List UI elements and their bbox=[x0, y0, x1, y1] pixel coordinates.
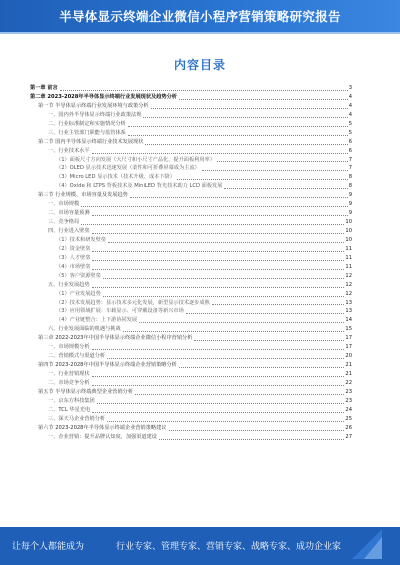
toc-entry-title: 二、行业标准制定和实施情况分析 bbox=[30, 120, 127, 129]
toc-entry-title: 一、市场规模分析 bbox=[30, 343, 91, 352]
toc-entry[interactable] bbox=[30, 307, 352, 316]
toc-entry-page: 17 bbox=[345, 335, 352, 342]
toc-leader-dots bbox=[130, 193, 348, 198]
toc-entry-title: 三、竞争格局 bbox=[30, 218, 80, 227]
toc-entry-page: 6 bbox=[348, 138, 352, 145]
toc-entry-title: （5）客户资源壁垒 bbox=[30, 272, 102, 281]
toc-entry-title: （3）Micro LED 显示技术（技术升级、成本下降） bbox=[30, 173, 176, 182]
toc-entry[interactable] bbox=[30, 173, 352, 182]
toc-entry-title: 第四节 2023-2028年中国半导体显示终端企业营销策略分析 bbox=[30, 361, 178, 370]
footer-bar bbox=[0, 527, 400, 565]
toc-leader-dots bbox=[92, 229, 345, 234]
toc-leader-dots bbox=[103, 274, 345, 279]
toc-entry[interactable] bbox=[30, 218, 352, 227]
toc-entry[interactable] bbox=[30, 281, 352, 290]
header-divider bbox=[0, 32, 400, 34]
toc-entry[interactable] bbox=[30, 245, 352, 254]
toc-entry-page: 11 bbox=[345, 254, 352, 261]
toc-entry-title: 一、行业营销现状 bbox=[30, 370, 91, 379]
toc-entry-page: 23 bbox=[345, 397, 352, 404]
toc-entry-page: 5 bbox=[348, 129, 352, 136]
toc-entry-page: 22 bbox=[345, 379, 352, 386]
toc-leader-dots bbox=[123, 327, 345, 332]
toc-entry-title: 二、市场竞争分析 bbox=[30, 379, 91, 388]
toc-leader-dots bbox=[81, 202, 348, 207]
toc-leader-dots bbox=[92, 247, 344, 252]
toc-leader-dots bbox=[194, 336, 344, 341]
footer-slogan-right: 行业专家、管理专家、营销专家、战略专家、成功企业家 bbox=[116, 542, 342, 552]
toc-entry[interactable] bbox=[30, 120, 352, 129]
toc-entry-page: 3 bbox=[348, 85, 352, 91]
toc-entry[interactable] bbox=[30, 325, 352, 334]
toc-entry[interactable] bbox=[30, 424, 352, 433]
toc-entry[interactable] bbox=[30, 84, 352, 93]
toc-leader-dots bbox=[145, 140, 347, 145]
toc-entry[interactable] bbox=[30, 361, 352, 370]
toc-entry-title: 一、行业技术水平 bbox=[30, 147, 91, 156]
toc-entry[interactable] bbox=[30, 316, 352, 325]
toc-leader-dots bbox=[128, 122, 348, 127]
toc-entry[interactable] bbox=[30, 397, 352, 406]
toc-entry[interactable] bbox=[30, 415, 352, 424]
toc-entry[interactable] bbox=[30, 334, 352, 343]
toc-entry[interactable] bbox=[30, 406, 352, 415]
toc-entry-title: 第一章 前言 bbox=[30, 85, 58, 91]
table-of-contents bbox=[30, 84, 352, 442]
toc-entry[interactable] bbox=[30, 111, 352, 120]
toc-entry-title: 一、京东方科技集团 bbox=[30, 397, 96, 406]
toc-entry-page: 27 bbox=[345, 433, 352, 440]
toc-entry[interactable] bbox=[30, 164, 352, 173]
toc-entry-page: 4 bbox=[348, 102, 352, 109]
toc-entry-title: （2）技术发展趋势：显示技术多元化发展，新型显示技术逐步成熟 bbox=[30, 299, 211, 308]
toc-leader-dots bbox=[92, 283, 345, 288]
header-banner bbox=[0, 0, 400, 32]
toc-entry[interactable] bbox=[30, 370, 352, 379]
toc-entry-page: 26 bbox=[345, 424, 352, 431]
toc-entry-title: （4）Oxide 和 LTPS 背板技术及 MiniLED 背光技术助力 LCD 面板发展 bbox=[30, 182, 223, 191]
toc-entry-title: 二、营销模式与渠道分析 bbox=[30, 352, 106, 361]
toc-entry-page: 7 bbox=[348, 156, 352, 163]
toc-leader-dots bbox=[107, 417, 344, 422]
toc-entry-page: 5 bbox=[348, 120, 352, 127]
toc-entry[interactable] bbox=[30, 129, 352, 138]
toc-entry-title: 四、行业进入壁垒 bbox=[30, 227, 91, 236]
toc-entry[interactable] bbox=[30, 236, 352, 245]
toc-entry-page: 23 bbox=[345, 388, 352, 395]
toc-entry-page: 12 bbox=[345, 281, 352, 288]
toc-entry-page: 13 bbox=[345, 308, 352, 315]
toc-entry-title: （3）应用领域扩展：车载显示、可穿戴设备等新兴市场 bbox=[30, 307, 185, 316]
toc-entry-page: 11 bbox=[345, 263, 352, 270]
toc-entry[interactable] bbox=[30, 290, 352, 299]
toc-leader-dots bbox=[159, 435, 344, 440]
toc-entry-title: （2）OLED 显示技术迅速发展（柔性和可折叠屏幕成为主流） bbox=[30, 164, 201, 173]
toc-leader-dots bbox=[179, 95, 348, 100]
toc-entry-title: 五、行业发展趋势 bbox=[30, 281, 91, 290]
toc-entry[interactable] bbox=[30, 200, 352, 209]
toc-entry[interactable] bbox=[30, 299, 352, 308]
toc-entry[interactable] bbox=[30, 227, 352, 236]
toc-leader-dots bbox=[217, 157, 348, 162]
toc-entry-title: （1）技术和研发壁垒 bbox=[30, 236, 107, 245]
toc-entry-title: 二、TCL 华星光电 bbox=[30, 406, 91, 415]
toc-leader-dots bbox=[92, 256, 344, 261]
toc-entry-title: 第二章 2023-2028年半导体显示终端行业发展现状及趋势分析 bbox=[30, 93, 177, 100]
toc-leader-dots bbox=[143, 113, 347, 118]
toc-entry-page: 14 bbox=[345, 317, 352, 324]
toc-entry-page: 13 bbox=[345, 299, 352, 306]
toc-leader-dots bbox=[81, 220, 344, 225]
toc-entry-page: 25 bbox=[345, 415, 352, 422]
toc-heading: 内容目录 bbox=[173, 58, 226, 72]
toc-leader-dots bbox=[92, 211, 348, 216]
toc-entry-title: 第五节 半导体显示终端典型企业营销分析 bbox=[30, 388, 134, 397]
toc-leader-dots bbox=[92, 408, 344, 413]
toc-entry[interactable] bbox=[30, 379, 352, 388]
toc-entry-title: （3）人才壁垒 bbox=[30, 254, 91, 263]
toc-entry-page: 20 bbox=[345, 353, 352, 360]
toc-entry[interactable] bbox=[30, 191, 352, 200]
toc-entry[interactable] bbox=[30, 272, 352, 281]
toc-entry-page: 8 bbox=[348, 174, 352, 181]
footer-slogan-left: 让每个人都能成为 bbox=[12, 542, 85, 552]
toc-leader-dots bbox=[97, 399, 345, 404]
toc-leader-dots bbox=[179, 363, 345, 368]
toc-entry[interactable] bbox=[30, 352, 352, 361]
toc-entry[interactable] bbox=[30, 343, 352, 352]
toc-entry-page: 17 bbox=[345, 344, 352, 351]
toc-leader-dots bbox=[169, 426, 345, 431]
toc-entry-page: 10 bbox=[345, 236, 352, 243]
toc-leader-dots bbox=[186, 309, 345, 314]
toc-entry-title: （4）产业链整合：上下游协同发展 bbox=[30, 316, 138, 325]
toc-leader-dots bbox=[107, 354, 344, 359]
toc-entry-title: 一、市场规模 bbox=[30, 200, 80, 209]
toc-entry-title: 第二节 国内半导体显示终端行业技术发展现状 bbox=[30, 138, 144, 147]
toc-leader-dots bbox=[151, 104, 348, 109]
toc-leader-dots bbox=[92, 149, 348, 154]
report-title: 半导体显示终端企业微信小程序营销策略研究报告 bbox=[59, 9, 341, 24]
toc-entry-page: 4 bbox=[348, 111, 352, 118]
toc-leader-dots bbox=[108, 238, 344, 243]
toc-leader-dots bbox=[92, 265, 344, 270]
toc-leader-dots bbox=[139, 318, 344, 323]
toc-leader-dots bbox=[212, 300, 345, 305]
toc-entry[interactable] bbox=[30, 263, 352, 272]
toc-entry-title: 第三章 2022-2023年中国半导体显示终端企业微信小程序营销分析 bbox=[30, 334, 193, 343]
toc-entry-page: 10 bbox=[345, 228, 352, 234]
toc-entry-page: 21 bbox=[345, 362, 352, 369]
toc-entry-title: 第六节 2023-2028年半导体显示终端企业营销策略建议 bbox=[30, 424, 168, 433]
toc-leader-dots bbox=[92, 372, 345, 377]
toc-leader-dots bbox=[92, 381, 345, 386]
toc-entry-page: 10 bbox=[345, 219, 352, 226]
toc-entry-title: 六、行业发展面临的机遇与挑战 bbox=[30, 325, 122, 334]
toc-entry[interactable] bbox=[30, 102, 352, 111]
toc-entry[interactable] bbox=[30, 156, 352, 165]
toc-leader-dots bbox=[103, 292, 345, 297]
toc-entry[interactable] bbox=[30, 93, 352, 102]
toc-entry-page: 9 bbox=[348, 192, 352, 199]
toc-entry[interactable] bbox=[30, 138, 352, 147]
footer-decoration-icon bbox=[342, 529, 382, 559]
toc-entry[interactable] bbox=[30, 182, 352, 191]
toc-entry-title: （1）面板尺寸方向发展（大尺寸和小尺寸产品化，提升面板利用率） bbox=[30, 156, 216, 165]
toc-leader-dots bbox=[135, 390, 344, 395]
toc-entry-page: 12 bbox=[345, 272, 352, 279]
toc-entry[interactable] bbox=[30, 254, 352, 263]
toc-entry-page: 21 bbox=[345, 371, 352, 377]
toc-leader-dots bbox=[128, 131, 348, 136]
toc-leader-dots bbox=[92, 345, 345, 350]
toc-leader-dots bbox=[60, 86, 348, 91]
toc-entry-page: 7 bbox=[348, 165, 352, 172]
toc-entry-page: 4 bbox=[348, 93, 352, 100]
toc-entry[interactable] bbox=[30, 388, 352, 397]
toc-entry[interactable] bbox=[30, 147, 352, 156]
toc-entry-page: 9 bbox=[348, 201, 352, 208]
toc-entry-title: （1）产业发展趋势 bbox=[30, 290, 102, 299]
toc-entry-title: 第一节 半导体显示终端行业发展环境与政策分析 bbox=[30, 102, 150, 111]
toc-entry-title: 三、行业主管部门职能与监管体系 bbox=[30, 129, 127, 138]
toc-entry-title: 三、深天马企业营销分析 bbox=[30, 415, 106, 424]
toc-entry-page: 24 bbox=[345, 406, 352, 413]
toc-entry-title: 一、国内外半导体显示终端行业政策法规 bbox=[30, 111, 142, 120]
toc-entry-page: 11 bbox=[345, 245, 352, 252]
toc-entry-title: （2）资金壁垒 bbox=[30, 245, 91, 254]
toc-entry-title: （4）市场壁垒 bbox=[30, 263, 91, 272]
toc-leader-dots bbox=[177, 175, 348, 180]
toc-leader-dots bbox=[224, 184, 347, 189]
toc-entry[interactable] bbox=[30, 209, 352, 218]
toc-entry-title: 一、企业营销：提升品牌认知度，加强渠道建设 bbox=[30, 433, 158, 442]
toc-entry-page: 9 bbox=[348, 210, 352, 217]
toc-entry-page: 8 bbox=[348, 183, 352, 190]
toc-entry[interactable] bbox=[30, 433, 352, 442]
toc-entry-page: 15 bbox=[345, 326, 352, 333]
toc-entry-page: 12 bbox=[345, 290, 352, 297]
toc-entry-title: 二、市场容量预测 bbox=[30, 209, 91, 218]
toc-entry-page: 6 bbox=[348, 147, 352, 154]
toc-entry-title: 第三节 行业规模、市场容量及发展趋势 bbox=[30, 191, 129, 200]
toc-leader-dots bbox=[202, 166, 348, 171]
